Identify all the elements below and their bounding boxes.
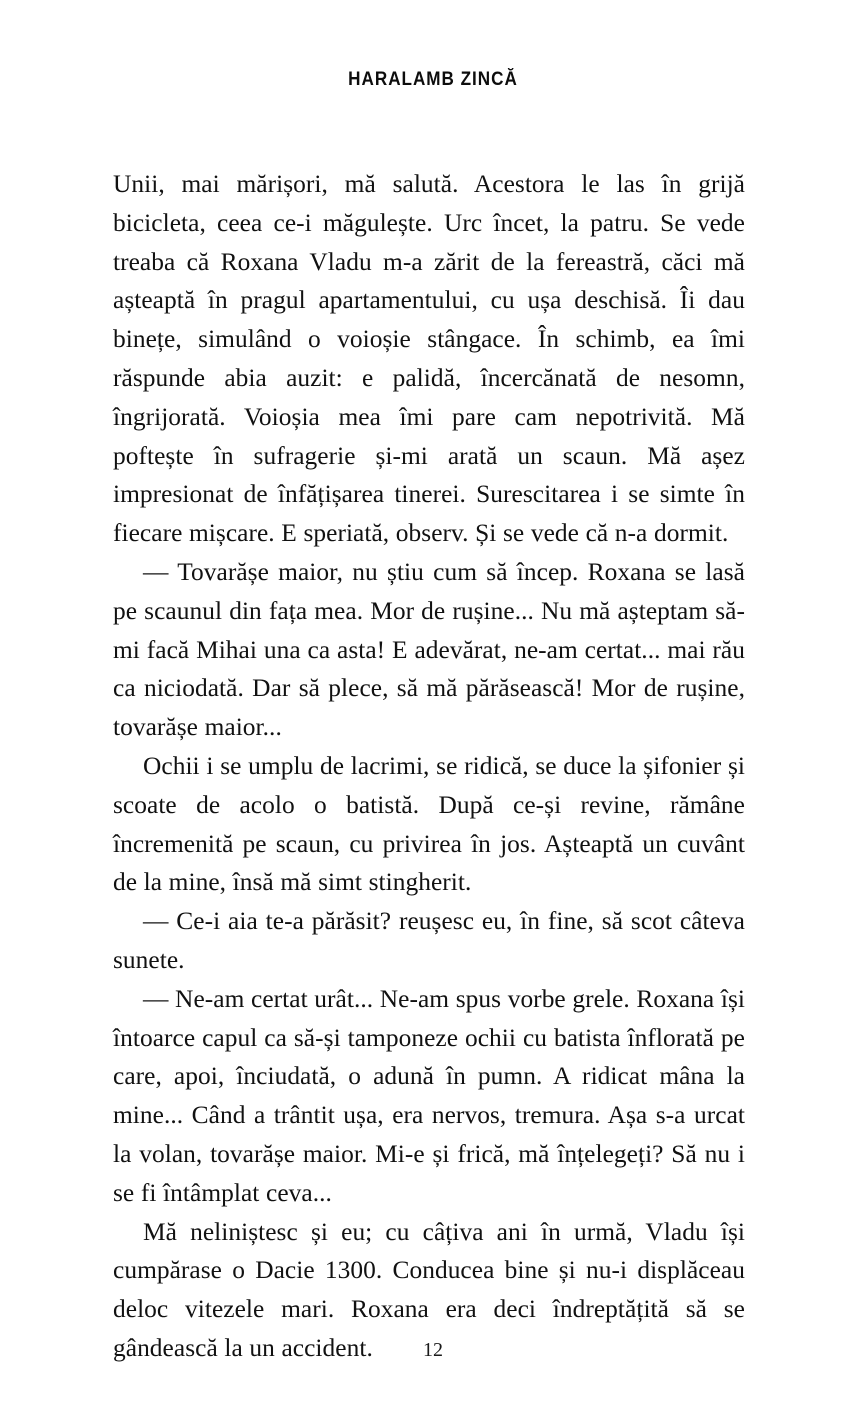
paragraph: — Ce-i aia te-a părăsit? reușesc eu, în fine, să scot câteva sunete. (113, 907, 745, 974)
paragraph: Unii, mai mărișori, mă salută. Acestora le las în grijă bicicleta, ceea ce-i măgulește. Urc încet, la patru. Se vede treaba că Roxana Vladu m-a zărit de la fereastră, căci mă așteaptă în pragul apartamentului, cu ușa deschisă. Îi dau binețe, simulând o voioșie stângace. În schimb, ea îmi răspunde abia auzit: e palidă, încercănată de nesomn, îngrijorată. Voioșia mea îmi pare cam nepotrivită. Mă poftește în sufragerie și-mi arată un scaun. Mă așez impresionat de înfățișarea tinerei. Surescitarea i se simte în fiecare mișcare. E speriată, observ. Și se vede că n-a dormit. (113, 170, 745, 548)
body-text-block (113, 165, 745, 1368)
paragraph: — Tovarășe maior, nu știu cum să încep. Roxana se lasă pe scaunul din fața mea. Mor de rușine... Nu mă așteptam să-mi facă Mihai una ca asta! E adevărat, ne-am certat... mai rău ca niciodată. Dar să plece, să mă părăsească! Mor de rușine, tovarășe maior... (113, 557, 745, 742)
page-number: 12 (423, 1339, 443, 1361)
paragraph: Ochii i se umplu de lacrimi, se ridică, se duce la șifonier și scoate de acolo o batistă. După ce-și revine, rămâne încremenită pe scaun, cu privirea în jos. Așteaptă un cuvânt de la mine, însă mă simt stingherit. (113, 751, 745, 897)
paragraph: — Ne-am certat urât... Ne-am spus vorbe grele. Roxana își întoarce capul ca să-și tamponeze ochii cu batista înflorată pe care, apoi, înciudată, o adună în pumn. A ridicat mâna la mine... Când a trântit ușa, era nervos, tremura. Așa s-a urcat la volan, tovarășe maior. Mi-e și frică, mă înțelegeți? Să nu i se fi întâmplat ceva... (113, 984, 745, 1207)
running-head: HARALAMB ZINCĂ (348, 69, 518, 90)
paragraph: Mă neliniștesc și eu; cu câțiva ani în urmă, Vladu își cumpărase o Dacie 1300. Conducea bine și nu-i displăceau deloc vitezele mari. Roxana era deci îndreptățită să se gândească la un accident. (113, 1217, 745, 1362)
